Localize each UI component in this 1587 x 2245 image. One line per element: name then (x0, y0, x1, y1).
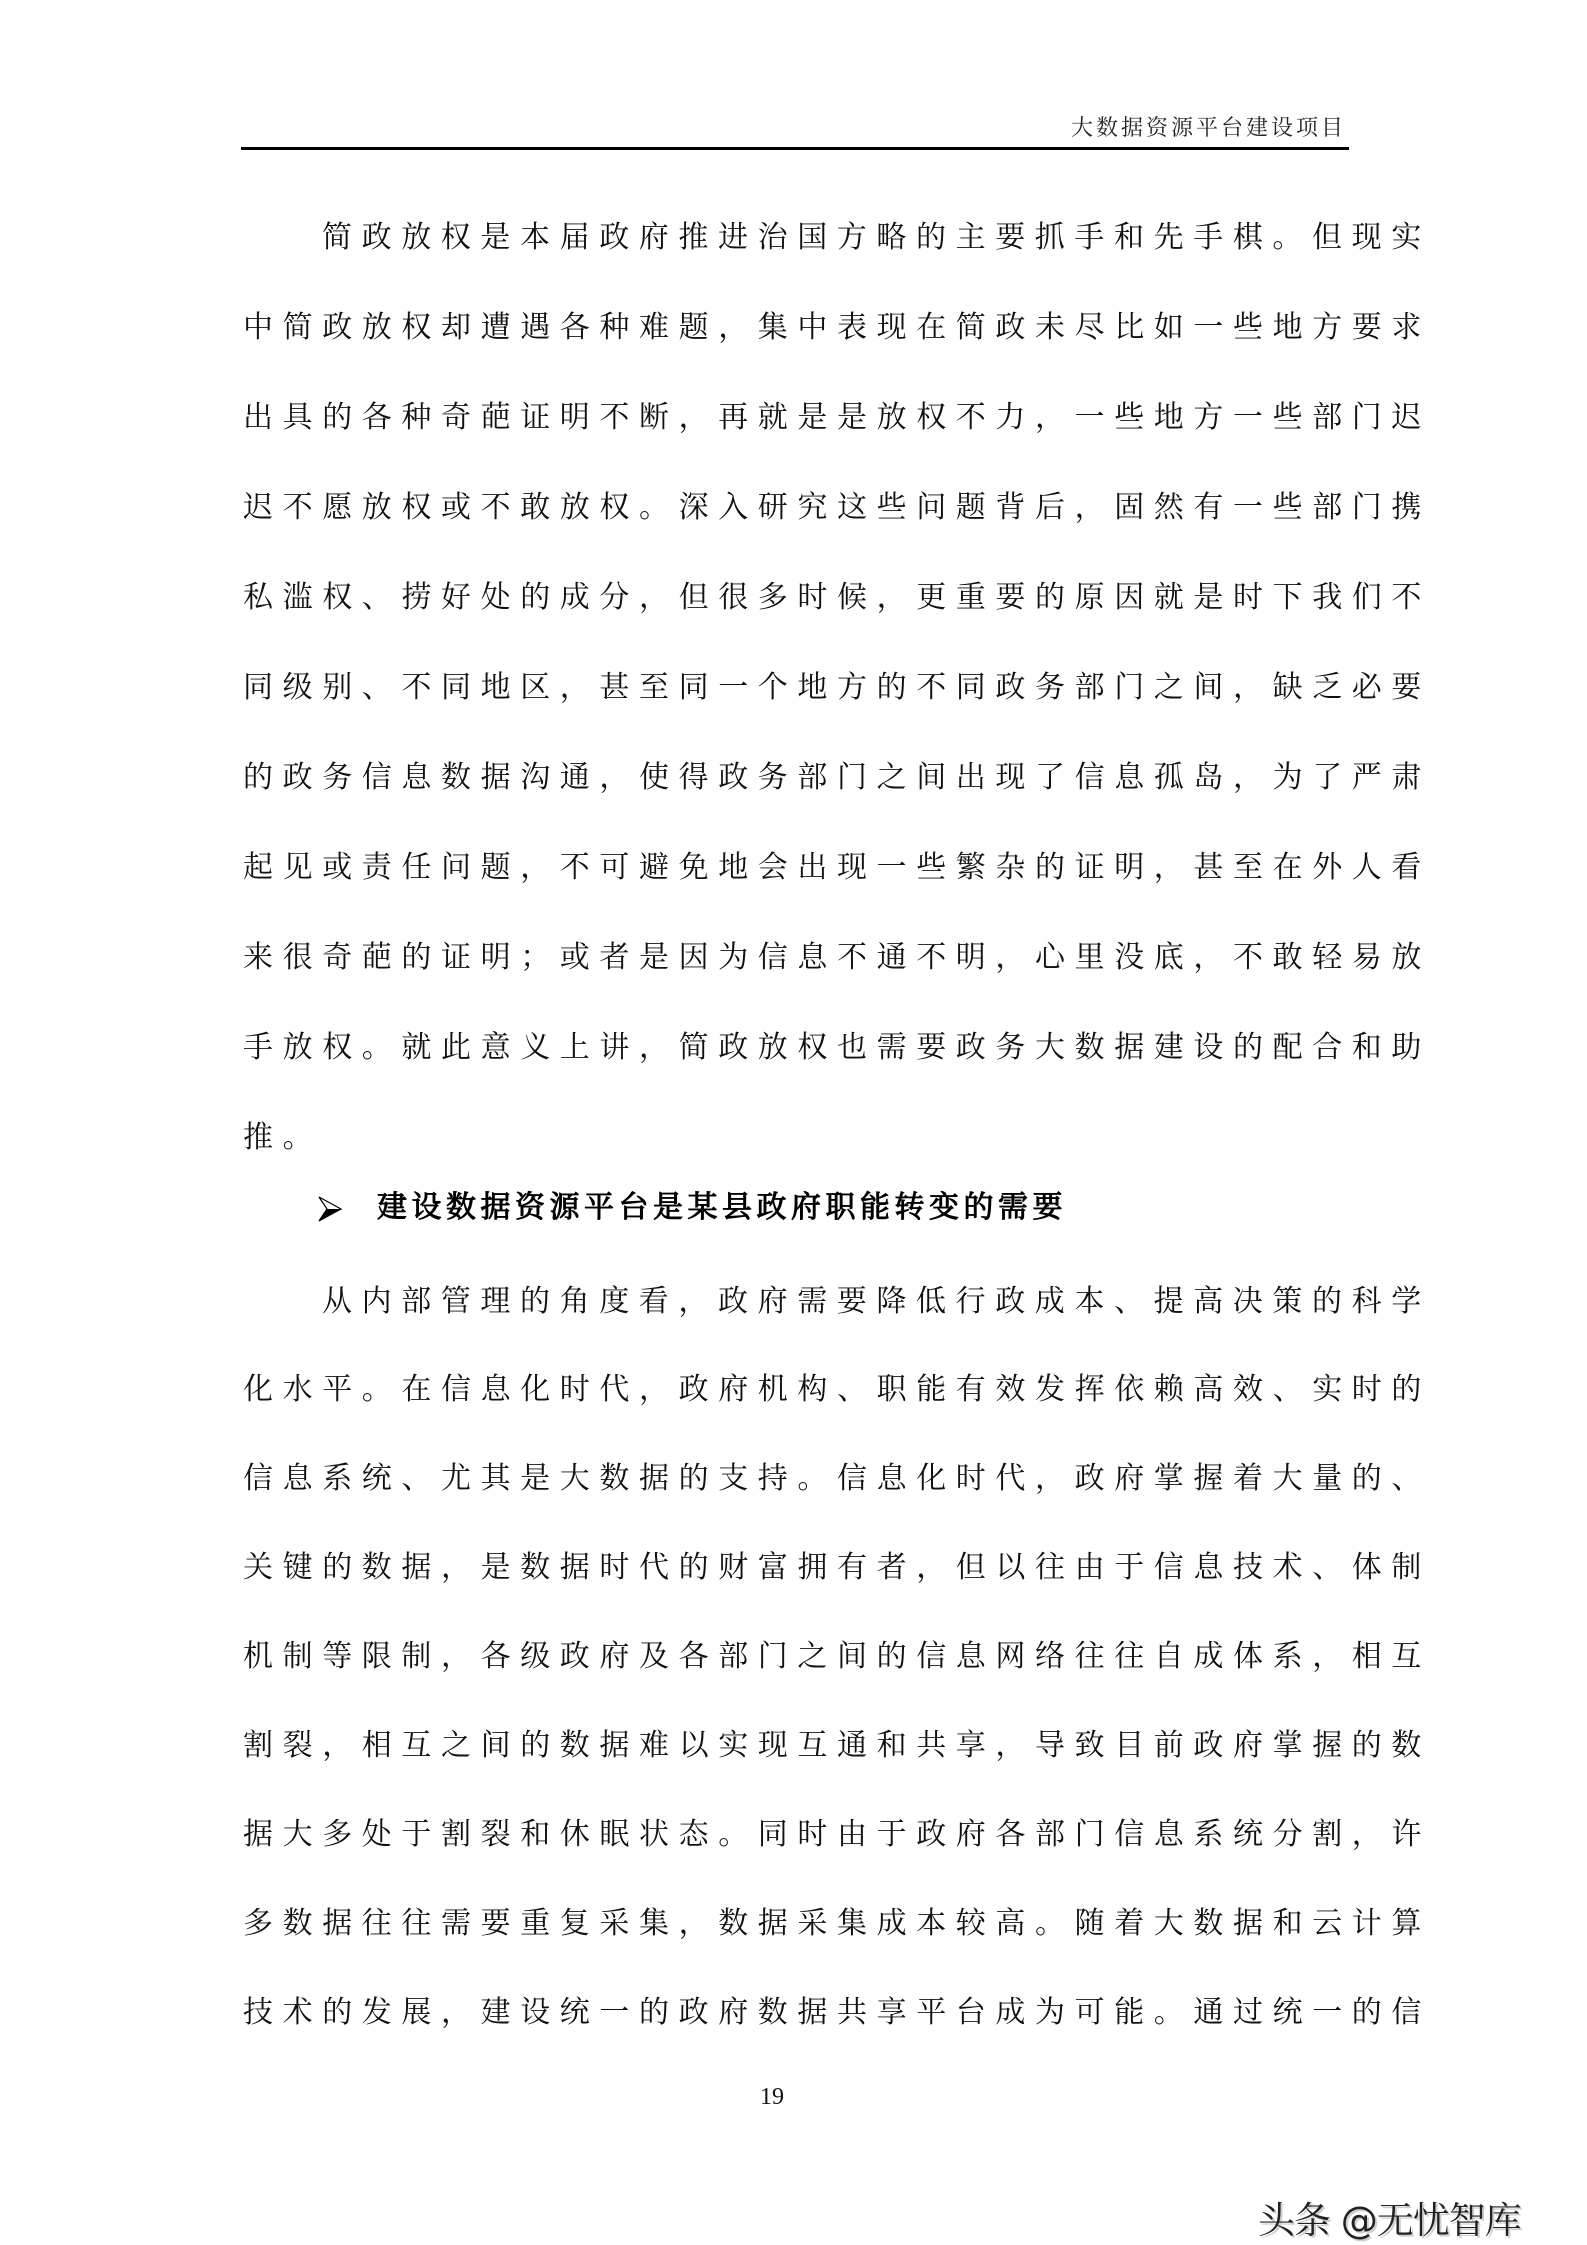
text-line: 的政务信息数据沟通，使得政务部门之间出现了信息孤岛，为了严肃 (243, 760, 1431, 795)
text-line: 同级别、不同地区，甚至同一个地方的不同政务部门之间，缺乏必要 (243, 670, 1431, 705)
text-line: 化水平。在信息化时代，政府机构、职能有效发挥依赖高效、实时的 (243, 1372, 1431, 1407)
text-line: 割裂，相互之间的数据难以实现互通和共享，导致目前政府掌握的数 (243, 1728, 1431, 1763)
text-line: 从内部管理的角度看，政府需要降低行政成本、提高决策的科学 (322, 1284, 1431, 1319)
section-heading-text: 建设数据资源平台是某县政府职能转变的需要 (377, 1190, 1067, 1225)
text-line: 推。 (243, 1120, 323, 1155)
text-line: 出具的各种奇葩证明不断，再就是是放权不力，一些地方一些部门迟 (243, 400, 1431, 435)
text-line: 私滥权、捞好处的成分，但很多时候，更重要的原因就是时下我们不 (243, 580, 1431, 615)
text-line: 据大多处于割裂和休眠状态。同时由于政府各部门信息系统分割，许 (243, 1817, 1431, 1852)
text-line: 信息系统、尤其是大数据的支持。信息化时代，政府掌握着大量的、 (243, 1461, 1431, 1496)
text-line: 多数据往往需要重复采集，数据采集成本较高。随着大数据和云计算 (243, 1906, 1431, 1941)
text-line: 中简政放权却遭遇各种难题，集中表现在简政未尽比如一些地方要求 (243, 310, 1431, 345)
header-title: 大数据资源平台建设项目 (1070, 116, 1346, 141)
text-line: 手放权。就此意义上讲，简政放权也需要政务大数据建设的配合和助 (243, 1030, 1431, 1065)
text-line: 简政放权是本届政府推进治国方略的主要抓手和先手棋。但现实 (322, 220, 1431, 255)
text-line: 技术的发展，建设统一的政府数据共享平台成为可能。通过统一的信 (243, 1995, 1431, 2030)
text-line: 关键的数据，是数据时代的财富拥有者，但以往由于信息技术、体制 (243, 1550, 1431, 1585)
text-line: 起见或责任问题，不可避免地会出现一些繁杂的证明，甚至在外人看 (243, 850, 1431, 885)
text-line: 迟不愿放权或不敢放权。深入研究这些问题背后，固然有一些部门携 (243, 490, 1431, 525)
text-line: 机制等限制，各级政府及各部门之间的信息网络往往自成体系，相互 (243, 1639, 1431, 1674)
header-divider (241, 147, 1349, 150)
watermark: 头条 @无忧智库 (1258, 2199, 1521, 2242)
text-line: 来很奇葩的证明；或者是因为信息不通不明，心里没底，不敢轻易放 (243, 940, 1431, 975)
page-number: 19 (760, 2084, 784, 2110)
arrowhead-bullet-icon (318, 1196, 342, 1222)
